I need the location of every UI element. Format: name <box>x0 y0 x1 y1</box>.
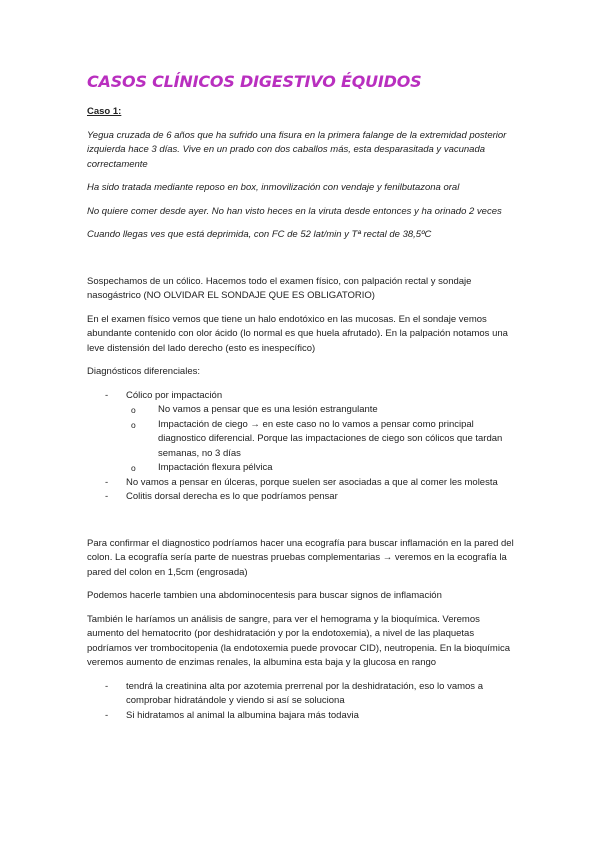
list-item: - Colitis dorsal derecha es lo que podríamos pensar <box>87 490 517 505</box>
suspicion-paragraph: Sospechamos de un cólico. Hacemos todo el examen físico, con palpación rectal y sondaje nasogástrico (NO OLVIDAR EL SONDAJE QUE ES OBLIGATORIO) <box>87 275 472 301</box>
document-title: CASOS CLÍNICOS DIGESTIVO ÉQUIDOS <box>87 72 422 91</box>
exam-paragraph: En el examen físico vemos que tiene un halo endotóxico en las mucosas. En el sondaje vemos abundante contenido con olor ácido (lo normal es que huela afrutado). En la palpación notamos una leve distensión del lado derecho (esto es inespecífico) <box>87 313 508 354</box>
case-heading: Caso 1: <box>87 106 122 117</box>
sub-list-item: o Impactación flexura pélvica <box>126 461 517 476</box>
spacer <box>87 252 517 275</box>
list-item: - Si hidratamos al animal la albumina bajara más todavia <box>87 709 517 724</box>
abdominocentesis-paragraph: Podemos hacerle tambien una abdominocentesis para buscar signos de inflamación <box>87 590 442 601</box>
sub-list-item: o No vamos a pensar que es una lesión estrangulante <box>126 403 517 418</box>
blood-findings-list <box>87 680 517 724</box>
confirm-paragraph: Para confirmar el diagnostico podríamos hacer una ecografía para buscar inflamación en la pared del colon. La ecografía sería parte de nuestras pruebas complementarias → veremos en la ecografía la pared del colon en 1,5cm (engrosada) <box>87 537 514 578</box>
list-item <box>87 389 517 476</box>
list-item: - tendrá la creatinina alta por azotemia prerrenal por la deshidratación, eso lo vamos a comprobar hidratándole y viendo si así se soluciona <box>87 680 517 709</box>
list-item: - No vamos a pensar en úlceras, porque suelen ser asociadas a que al comer les molesta <box>87 476 517 491</box>
differentials-heading: Diagnósticos diferenciales: <box>87 366 201 377</box>
case-intro-paragraph: No quiere comer desde ayer. No han visto heces en la viruta desde entonces y ha orinado 2 veces <box>87 205 502 217</box>
case-intro-paragraph: Ha sido tratada mediante reposo en box, inmovilización con vendaje y fenilbutazona oral <box>87 182 460 193</box>
case-intro-paragraph: Yegua cruzada de 6 años que ha sufrido una fisura en la primera falange de la extremidad posterior izquierda hace 3 días. Vive en un prado con dos caballos más, esta desparasitada y vacunada correctamente <box>87 129 507 170</box>
document-content <box>87 72 517 732</box>
sub-list-item: o Impactación de ciego → en este caso no lo vamos a pensar como principal diagnostico diferencial. Porque las impactaciones de ciego son cólicos que tardan semanas, no 3 días <box>126 418 517 462</box>
blood-test-paragraph: También le haríamos un análisis de sangre, para ver el hemograma y la bioquímica. Veremos aumento del hematocrito (por deshidratación y por la endotoxemia), a nivel de las plaquetas podríamos ver trombocitopenia (la endotoxemia puede provocar CID), neutropenia. En la bioquímica veremos aumento de enzimas renales, la albumina esta baja y la glucosa en rango <box>87 613 510 668</box>
list-item-text: Cólico por impactación <box>126 389 223 401</box>
case-intro-paragraph: Cuando llegas ves que está deprimida, con FC de 52 lat/min y Tª rectal de 38,5ºC <box>87 229 432 240</box>
spacer <box>87 514 517 537</box>
sub-list <box>126 403 517 476</box>
differentials-list <box>87 389 517 505</box>
